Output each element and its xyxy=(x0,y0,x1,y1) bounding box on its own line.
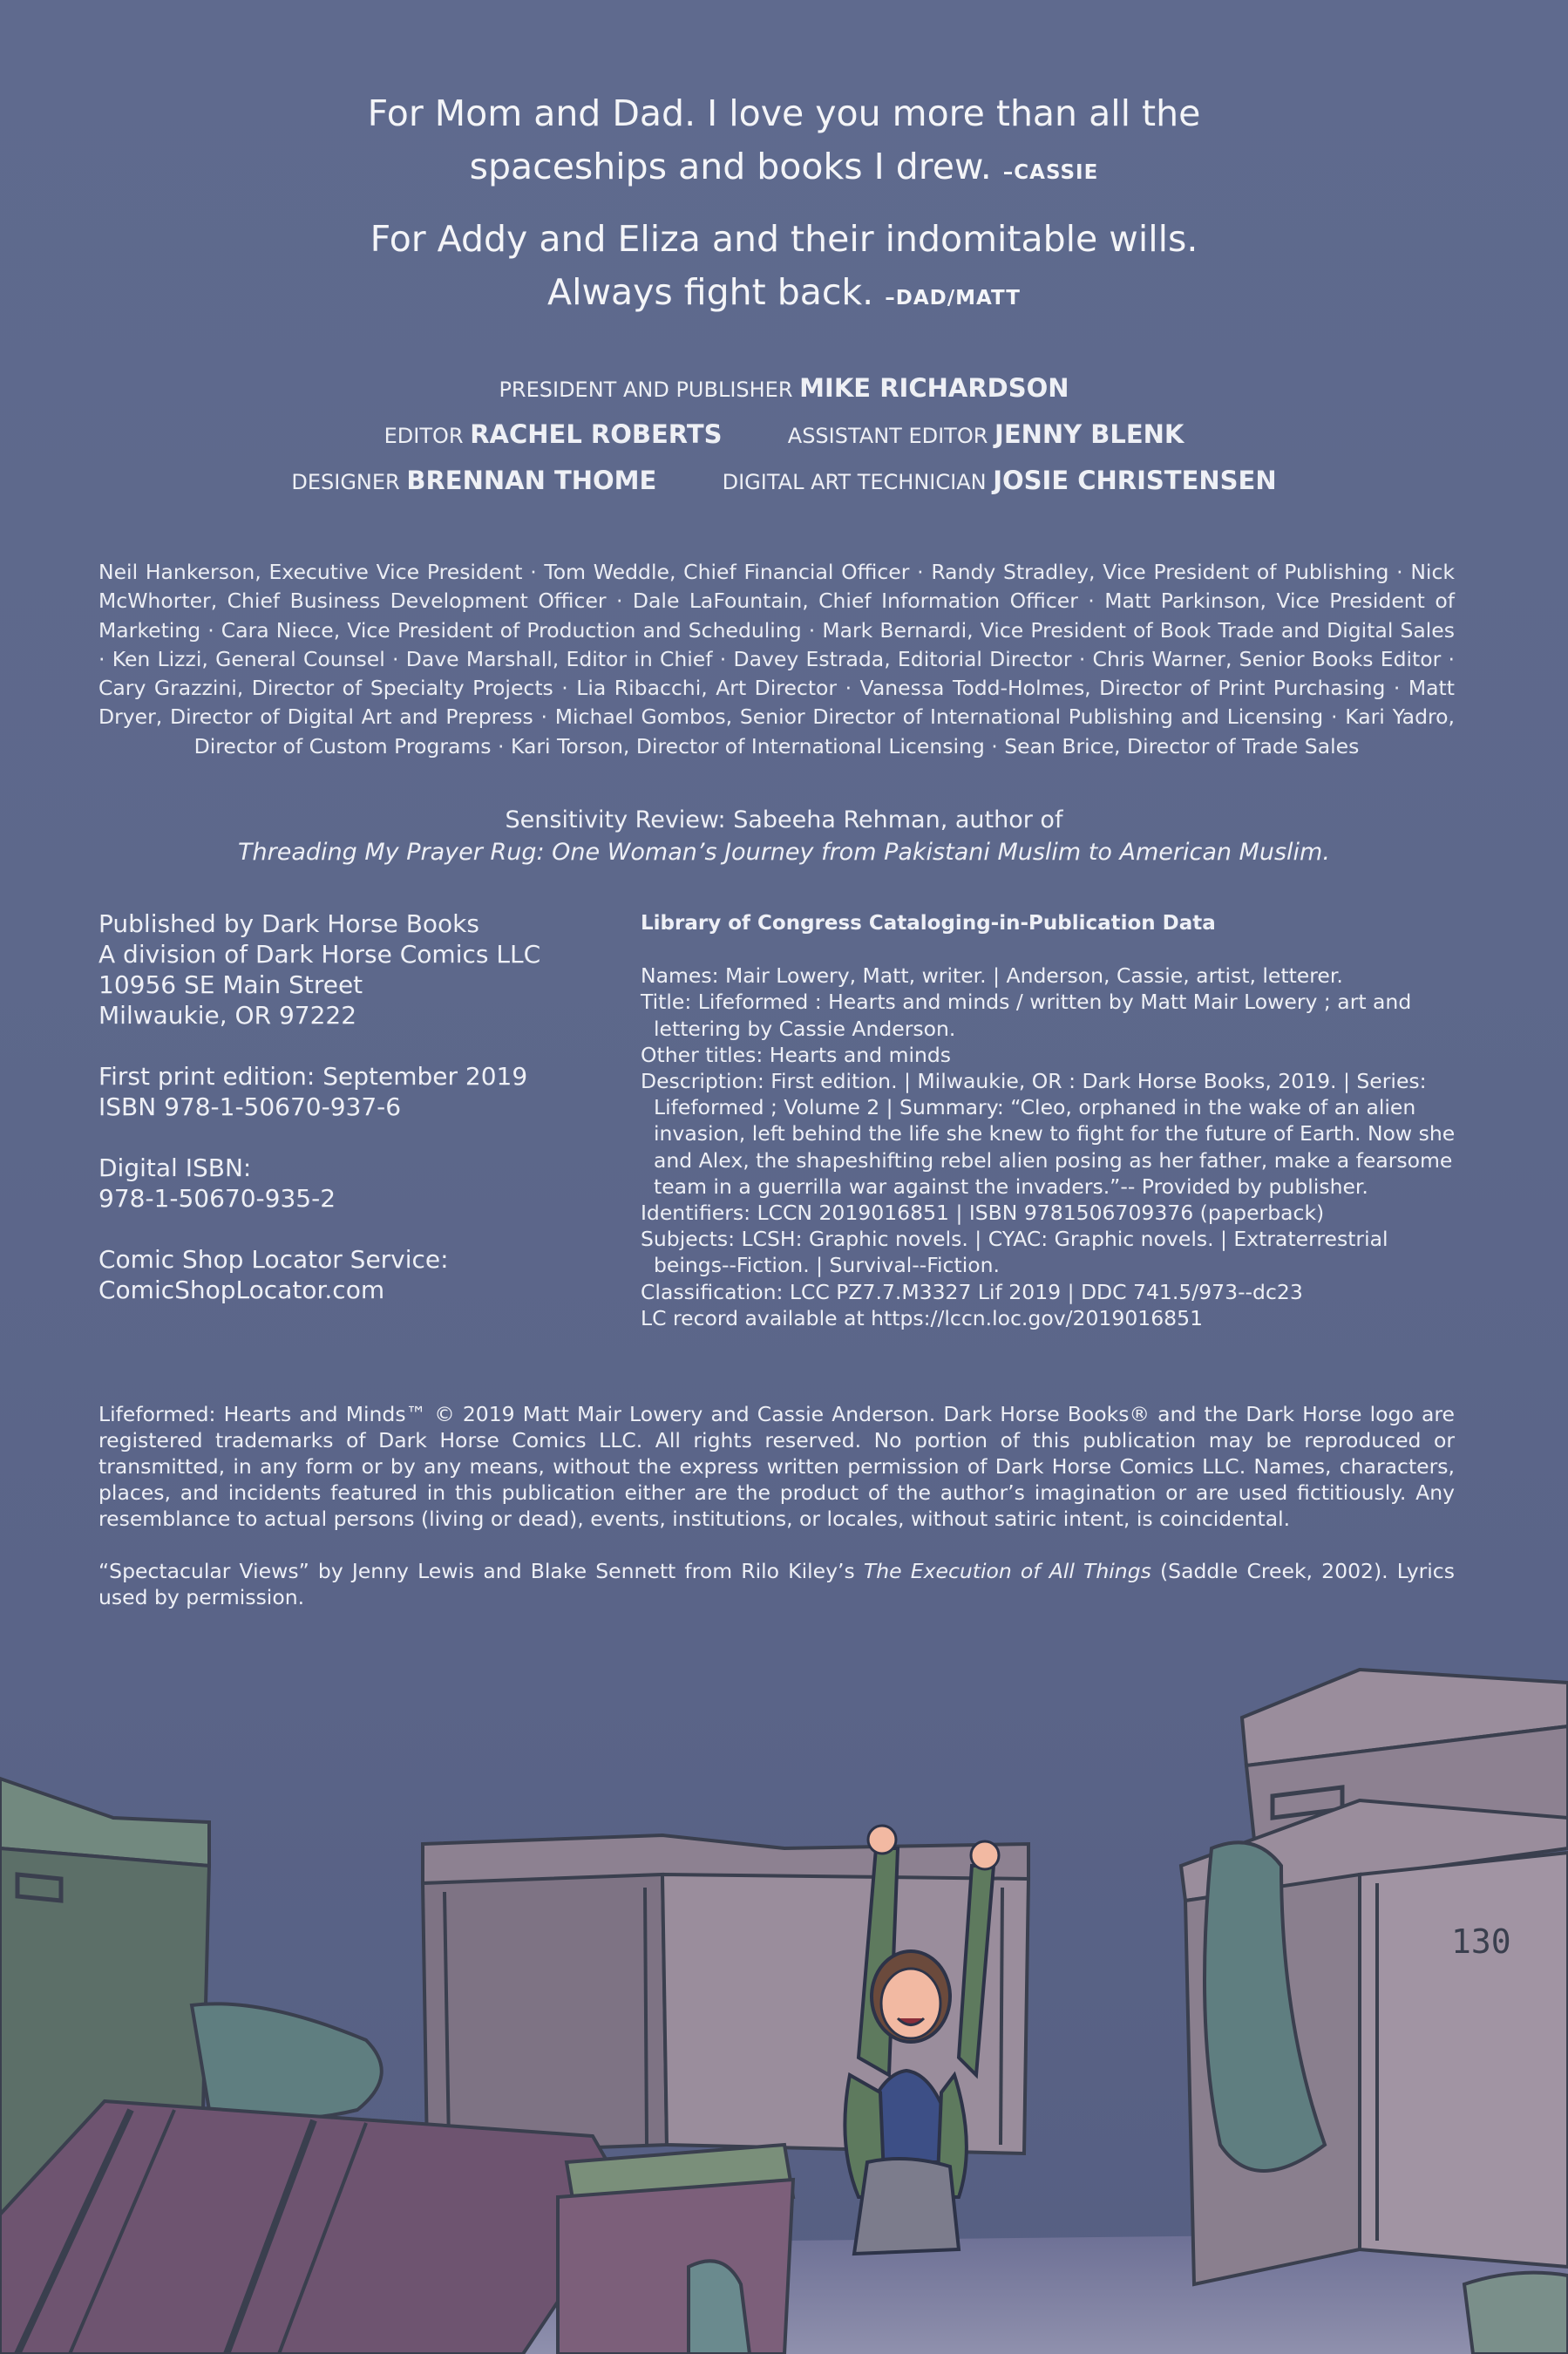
cip-line: Subjects: LCSH: Graphic novels. | CYAC: Graphic novels. | Extraterrestrial beings--Fiction. | Survival--Fiction. xyxy=(641,1227,1388,1278)
sensitivity-book-title: Threading My Prayer Rug: One Woman’s Journey from Pakistani Muslim to American Muslim. xyxy=(238,839,1330,866)
cip-line: Title: Lifeformed : Hearts and minds / written by Matt Mair Lowery ; art and lettering by Cassie Anderson. xyxy=(641,990,1412,1041)
publisher-address xyxy=(98,908,621,1031)
credit-name: JOSIE CHRISTENSEN xyxy=(993,466,1277,495)
publisher-info xyxy=(98,908,621,1336)
isbn: ISBN 978-1-50670-937-6 xyxy=(98,1092,402,1121)
digital-isbn-value: 978-1-50670-935-2 xyxy=(98,1184,336,1213)
lyrics-text: “Spectacular Views” by Jenny Lewis and Blake Sennett from Rilo Kiley’s xyxy=(98,1559,855,1583)
sensitivity-line: Sensitivity Review: Sabeeha Rehman, author of xyxy=(505,806,1063,833)
dedication-line: spaceships and books I drew. xyxy=(469,146,992,187)
staff-list: Neil Hankerson, Executive Vice President · Tom Weddle, Chief Financial Officer · Randy Stradley, Vice President of Publishing · Nick McWhorter, Chief Business Development Officer · Dale LaFountain, Chief Information Officer · Matt Parkinson, Vice President of Marketing · Cara Niece, Vice President of Production and Scheduling · Mark Bernardi, Vice President of Book Trade and Digital Sales · Ken Lizzi, General Counsel · Dave Marshall, Editor in Chief · Davey Estrada, Editorial Director · Chris Warner, Senior Books Editor · Cary Grazzini, Director of Specialty Projects · Lia Ribacchi, Art Director · Vanessa Todd-Holmes, Director of Print Purchasing · Matt Dryer, Director of Digital Art and Prepress · Michael Gombos, Senior Director of International Publishing and Licensing · Kari Yadro, Director of Custom Programs · Kari Torson, Director of International Licensing · Sean Brice, Director of Trade Sales xyxy=(98,560,1455,759)
credit-editors xyxy=(0,419,1568,449)
lyrics-text: (Saddle Creek, 2002). Lyrics used by permission. xyxy=(98,1559,1455,1609)
open-crate xyxy=(558,2145,793,2354)
sensitivity-review xyxy=(0,804,1568,868)
address-line: 10956 SE Main Street xyxy=(98,970,363,999)
digital-isbn-label: Digital ISBN: xyxy=(98,1153,252,1182)
dedication-line: Always fight back. xyxy=(547,271,874,313)
dedication-matt xyxy=(0,213,1568,325)
cip-line: Classification: LCC PZ7.7.M3327 Lif 2019 | DDC 741.5/973--dc23 xyxy=(641,1279,1303,1304)
address-line: Milwaukie, OR 97222 xyxy=(98,1001,357,1030)
address-line: A division of Dark Horse Comics LLC xyxy=(98,940,541,969)
cip-data xyxy=(641,910,1469,1331)
locator-label: Comic Shop Locator Service: xyxy=(98,1245,449,1274)
dedication-signature: –CASSIE xyxy=(1002,161,1099,184)
locator-url: ComicShopLocator.com xyxy=(98,1276,385,1304)
barrel xyxy=(1464,2273,1568,2354)
credit-role: ASSISTANT EDITOR xyxy=(787,424,988,448)
edition-line: First print edition: September 2019 xyxy=(98,1062,528,1091)
cip-heading: Library of Congress Cataloging-in-Publication Data xyxy=(641,912,1216,935)
crate-number: 130 xyxy=(1451,1922,1511,1961)
dedication-line: For Addy and Eliza and their indomitable wills. xyxy=(370,218,1198,260)
credit-name: RACHEL ROBERTS xyxy=(470,419,723,449)
credit-name: BRENNAN THOME xyxy=(406,466,657,495)
credit-name: JENNY BLENK xyxy=(994,419,1184,449)
credit-role: DIGITAL ART TECHNICIAN xyxy=(722,470,987,494)
cip-line: Other titles: Hearts and minds xyxy=(641,1042,952,1067)
credit-role: DESIGNER xyxy=(291,470,400,494)
cip-line: Description: First edition. | Milwaukie, OR : Dark Horse Books, 2019. | Series: Lifeformed ; Volume 2 | Summary: “Cleo, orphaned in the wake of an alien invasion, left behind the life she knew to fight for the future of Earth. Now she and Alex, the shapeshifting rebel alien posing as her father, make a fearsome team in a guerrilla war against the invaders.”-- Provided by publisher. xyxy=(641,1069,1456,1199)
credit-design xyxy=(0,466,1568,495)
cip-line: Identifiers: LCCN 2019016851 | ISBN 9781506709376 (paperback) xyxy=(641,1201,1325,1226)
dedication-signature: –DAD/MATT xyxy=(885,287,1021,310)
credit-role: EDITOR xyxy=(384,424,464,448)
address-line: Published by Dark Horse Books xyxy=(98,909,479,938)
credit-role: PRESIDENT AND PUBLISHER xyxy=(499,378,793,402)
comic-shop-locator xyxy=(98,1244,621,1305)
dedication-cassie xyxy=(0,87,1568,200)
digital-isbn xyxy=(98,1153,621,1214)
dedication-line: For Mom and Dad. I love you more than all the xyxy=(367,92,1201,134)
crates-illustration xyxy=(0,1587,1568,2354)
credit-publisher xyxy=(0,373,1568,403)
edition-info xyxy=(98,1061,621,1122)
copyright-notice: Lifeformed: Hearts and Minds™ © 2019 Matt Mair Lowery and Cassie Anderson. Dark Horse Books® and the Dark Horse logo are registered trademarks of Dark Horse Comics LLC. All rights reserved. No portion of this publication may be reproduced or transmitted, in any form or by any means, without the express written permission of Dark Horse Comics LLC. Names, characters, places, and incidents featured in this publication either are the product of the author’s imagination or are used fictitiously. Any resemblance to actual persons (living or dead), events, institutions, or locales, without satiric intent, is coincidental. xyxy=(98,1402,1455,1531)
front-crate xyxy=(0,2101,628,2354)
credit-name: MIKE RICHARDSON xyxy=(799,373,1069,403)
cip-line: Names: Mair Lowery, Matt, writer. | Anderson, Cassie, artist, letterer. xyxy=(641,963,1343,989)
cip-line: LC record available at https://lccn.loc.gov/2019016851 xyxy=(641,1305,1204,1330)
album-title: The Execution of All Things xyxy=(863,1559,1151,1583)
tarp xyxy=(192,2004,382,2119)
